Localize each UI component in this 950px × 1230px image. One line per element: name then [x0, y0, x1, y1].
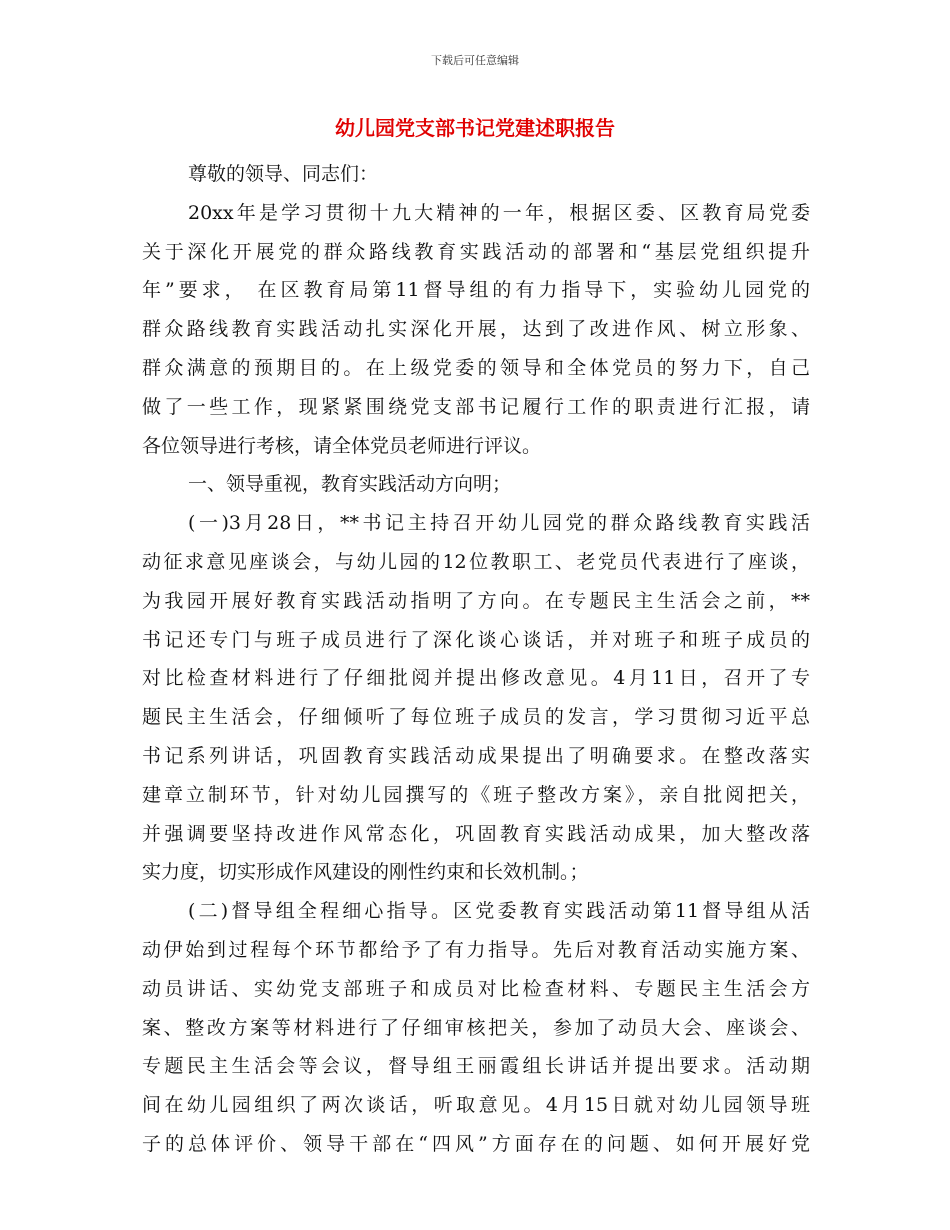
body-text-line: 建章立制环节，针对幼儿园撰写的《班子整改方案》，亲自批阅把关，	[142, 783, 810, 806]
body-text-line: 20xx年是学习贯彻十九大精神的一年，根据区委、区教育局党委	[188, 201, 810, 224]
body-text-line: 实力度，切实形成作风建设的刚性约束和长效机制。；	[142, 861, 589, 884]
body-text-line: 对比检查材料进行了仔细批阅并提出修改意见。4月11日，召开了专	[142, 667, 810, 690]
document-title: 幼儿园党支部书记党建述职报告	[335, 116, 615, 140]
body-text-line: 并强调要坚持改进作风常态化，巩固教育实践活动成果，加大整改落	[142, 822, 810, 845]
body-text-line: 动伊始到过程每个环节都给予了有力指导。先后对教育活动实施方案、	[142, 938, 810, 961]
body-text-line: 专题民主生活会等会议，督导组王丽霞组长讲话并提出要求。活动期	[142, 1055, 810, 1078]
body-text-line: 为我园开展好教育实践活动指明了方向。在专题民主生活会之前，**	[142, 589, 810, 612]
body-text-line: 书记还专门与班子成员进行了深化谈心谈话，并对班子和班子成员的	[142, 628, 810, 651]
body-text-line: 子的总体评价、领导干部在“四风”方面存在的问题、如何开展好党	[142, 1132, 810, 1155]
body-text-line: 间在幼儿园组织了两次谈话，听取意见。4月15日就对幼儿园领导班	[142, 1094, 810, 1117]
body-text-line: 一、领导重视，教育实践活动方向明；	[188, 473, 512, 496]
body-text-line: 动征求意见座谈会，与幼儿园的12位教职工、老党员代表进行了座谈，	[142, 550, 810, 573]
body-text-line: 题民主生活会，仔细倾听了每位班子成员的发言，学习贯彻习近平总	[142, 706, 810, 729]
body-text-line: 做了一些工作，现紧紧围绕党支部书记履行工作的职责进行汇报，请	[142, 395, 810, 418]
body-text-line: 书记系列讲话，巩固教育实践活动成果提出了明确要求。在整改落实	[142, 744, 810, 767]
body-text-line: 尊敬的领导、同志们：	[188, 163, 379, 185]
body-text-line: 各位领导进行考核，请全体党员老师进行评议。	[142, 434, 542, 457]
body-text-line: (一)3月28日，**书记主持召开幼儿园党的群众路线教育实践活	[188, 512, 810, 535]
body-text-line: 群众路线教育实践活动扎实深化开展，达到了改进作风、树立形象、	[142, 318, 810, 341]
body-text-line: 案、整改方案等材料进行了仔细审核把关，参加了动员大会、座谈会、	[142, 1016, 810, 1039]
document-body	[142, 155, 810, 1164]
body-text-line: 年”要求， 在区教育局第11督导组的有力指导下，实验幼儿园党的	[142, 279, 810, 302]
header-note: 下载后可任意编辑	[431, 54, 519, 67]
body-text-line: (二)督导组全程细心指导。区党委教育实践活动第11督导组从活	[188, 900, 810, 923]
body-text-line: 动员讲话、实幼党支部班子和成员对比检查材料、专题民主生活会方	[142, 977, 810, 1000]
body-text-line: 关于深化开展党的群众路线教育实践活动的部署和“基层党组织提升	[142, 240, 810, 263]
body-text-line: 群众满意的预期目的。在上级党委的领导和全体党员的努力下，自己	[142, 356, 810, 379]
